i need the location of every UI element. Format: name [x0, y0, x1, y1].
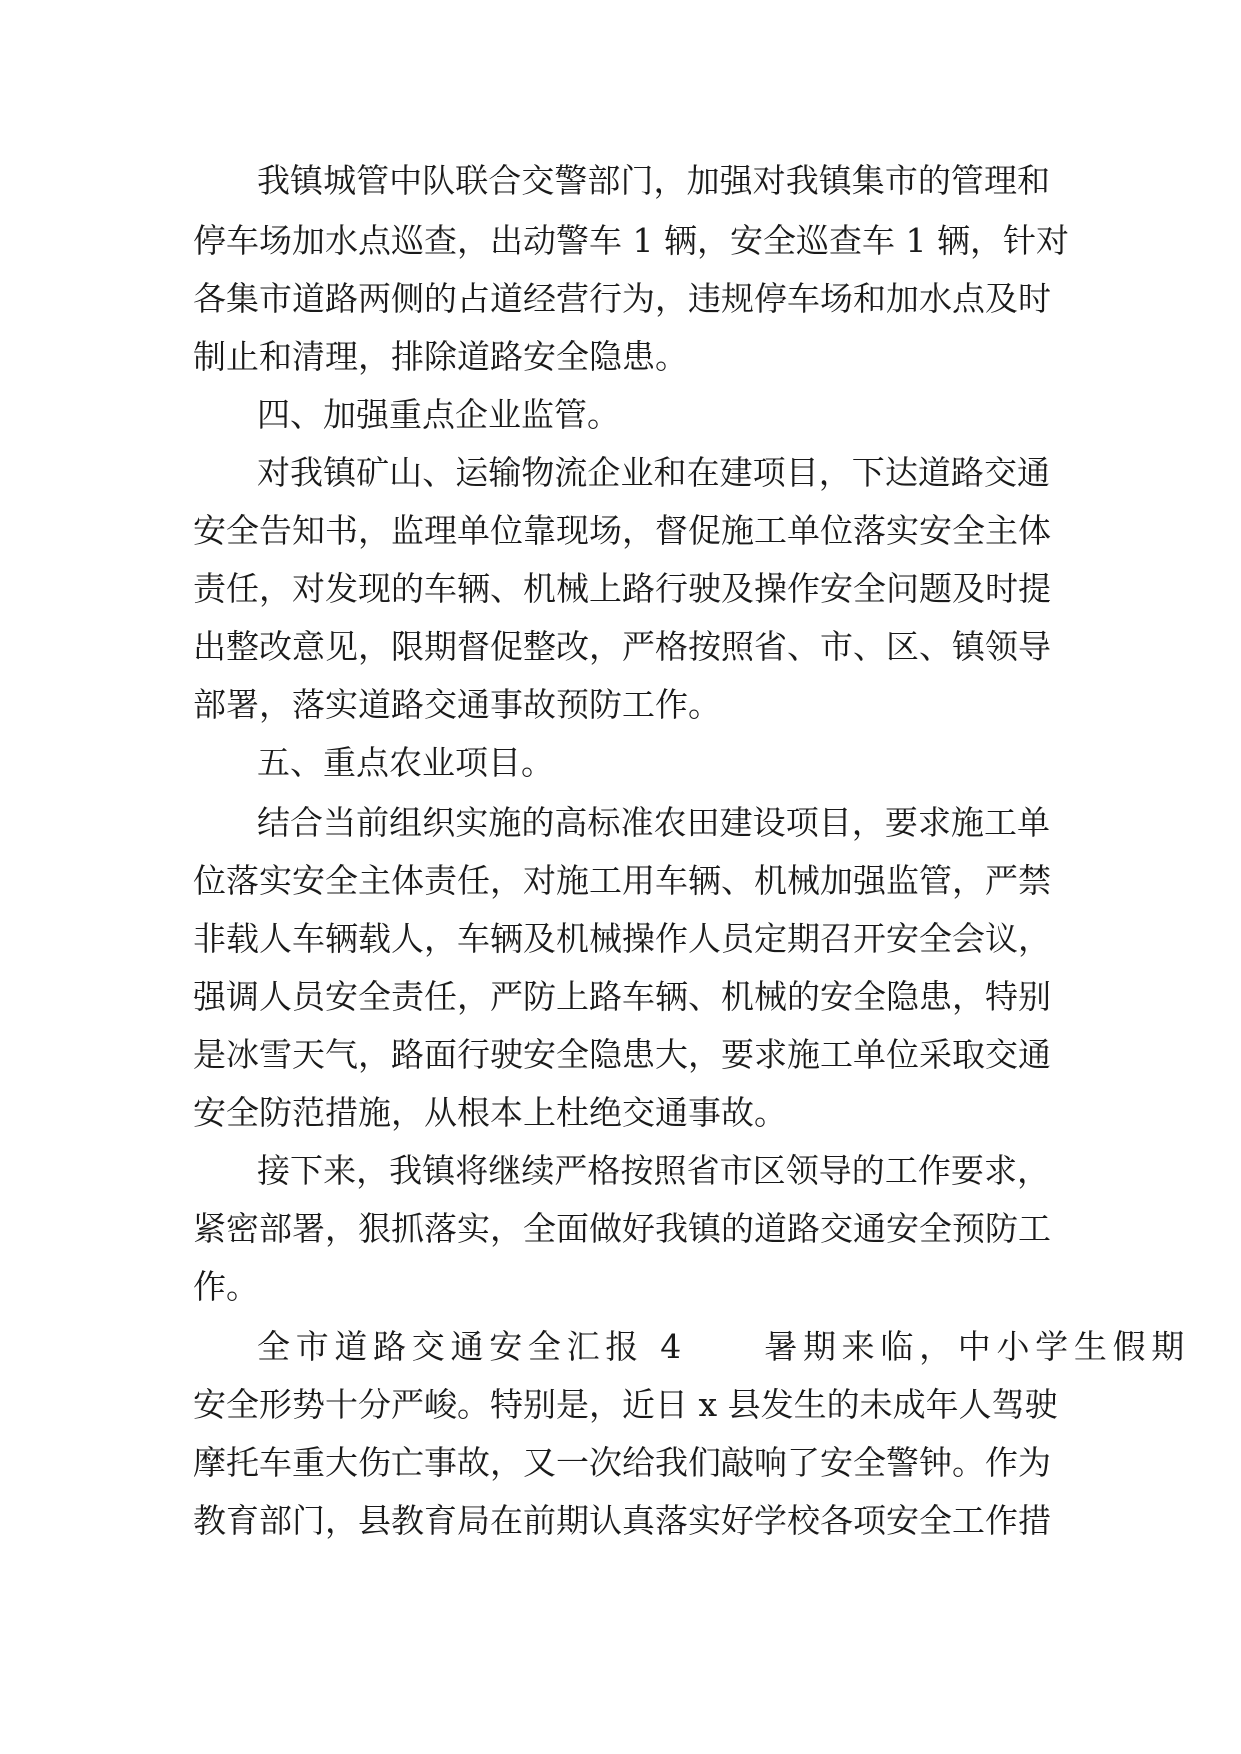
- text-line: 摩托车重大伤亡事故，又一次给我们敲响了安全警钟。作为: [193, 1443, 1051, 1482]
- text-line: 责任，对发现的车辆、机械上路行驶及操作安全问题及时提: [193, 569, 1051, 608]
- text-line: 结合当前组织实施的高标准农田建设项目，要求施工单: [257, 803, 1050, 842]
- text-line: 非载人车辆载人，车辆及机械操作人员定期召开安全会议，: [193, 919, 1051, 958]
- text-line: 部署，落实道路交通事故预防工作。: [193, 685, 721, 724]
- text-line: 安全防范措施，从根本上杜绝交通事故。: [193, 1093, 787, 1132]
- text-line: 我镇城管中队联合交警部门，加强对我镇集市的管理和: [257, 161, 1050, 200]
- text-line: 各集市道路两侧的占道经营行为，违规停车场和加水点及时: [193, 279, 1051, 318]
- section-heading: 五、重点农业项目。: [257, 743, 554, 782]
- text-line: 接下来，我镇将继续严格按照省市区领导的工作要求，: [257, 1151, 1050, 1190]
- text-line: 强调人员安全责任，严防上路车辆、机械的安全隐患，特别: [193, 977, 1051, 1016]
- text-line: 对我镇矿山、运输物流企业和在建项目，下达道路交通: [257, 453, 1050, 492]
- text-line: 制止和清理，排除道路安全隐患。: [193, 337, 688, 376]
- text-line: 出整改意见，限期督促整改，严格按照省、市、区、镇领导: [193, 627, 1051, 666]
- text-line: 作。: [193, 1267, 259, 1306]
- text-line: 紧密部署，狠抓落实，全面做好我镇的道路交通安全预防工: [193, 1209, 1051, 1248]
- section-heading: 四、加强重点企业监管。: [257, 395, 620, 434]
- text-line: 教育部门，县教育局在前期认真落实好学校各项安全工作措: [193, 1501, 1051, 1540]
- text-line: 是冰雪天气，路面行驶安全隐患大，要求施工单位采取交通: [193, 1035, 1051, 1074]
- text-line: 全市道路交通安全汇报 4 暑期来临，中小学生假期: [257, 1327, 1190, 1366]
- text-line: 安全告知书，监理单位靠现场，督促施工单位落实安全主体: [193, 511, 1051, 550]
- text-line: 安全形势十分严峻。特别是，近日 x 县发生的未成年人驾驶: [193, 1385, 1058, 1424]
- text-line: 位落实安全主体责任，对施工用车辆、机械加强监管，严禁: [193, 861, 1051, 900]
- text-line: 停车场加水点巡查，出动警车 1 辆，安全巡查车 1 辆，针对: [193, 221, 1069, 260]
